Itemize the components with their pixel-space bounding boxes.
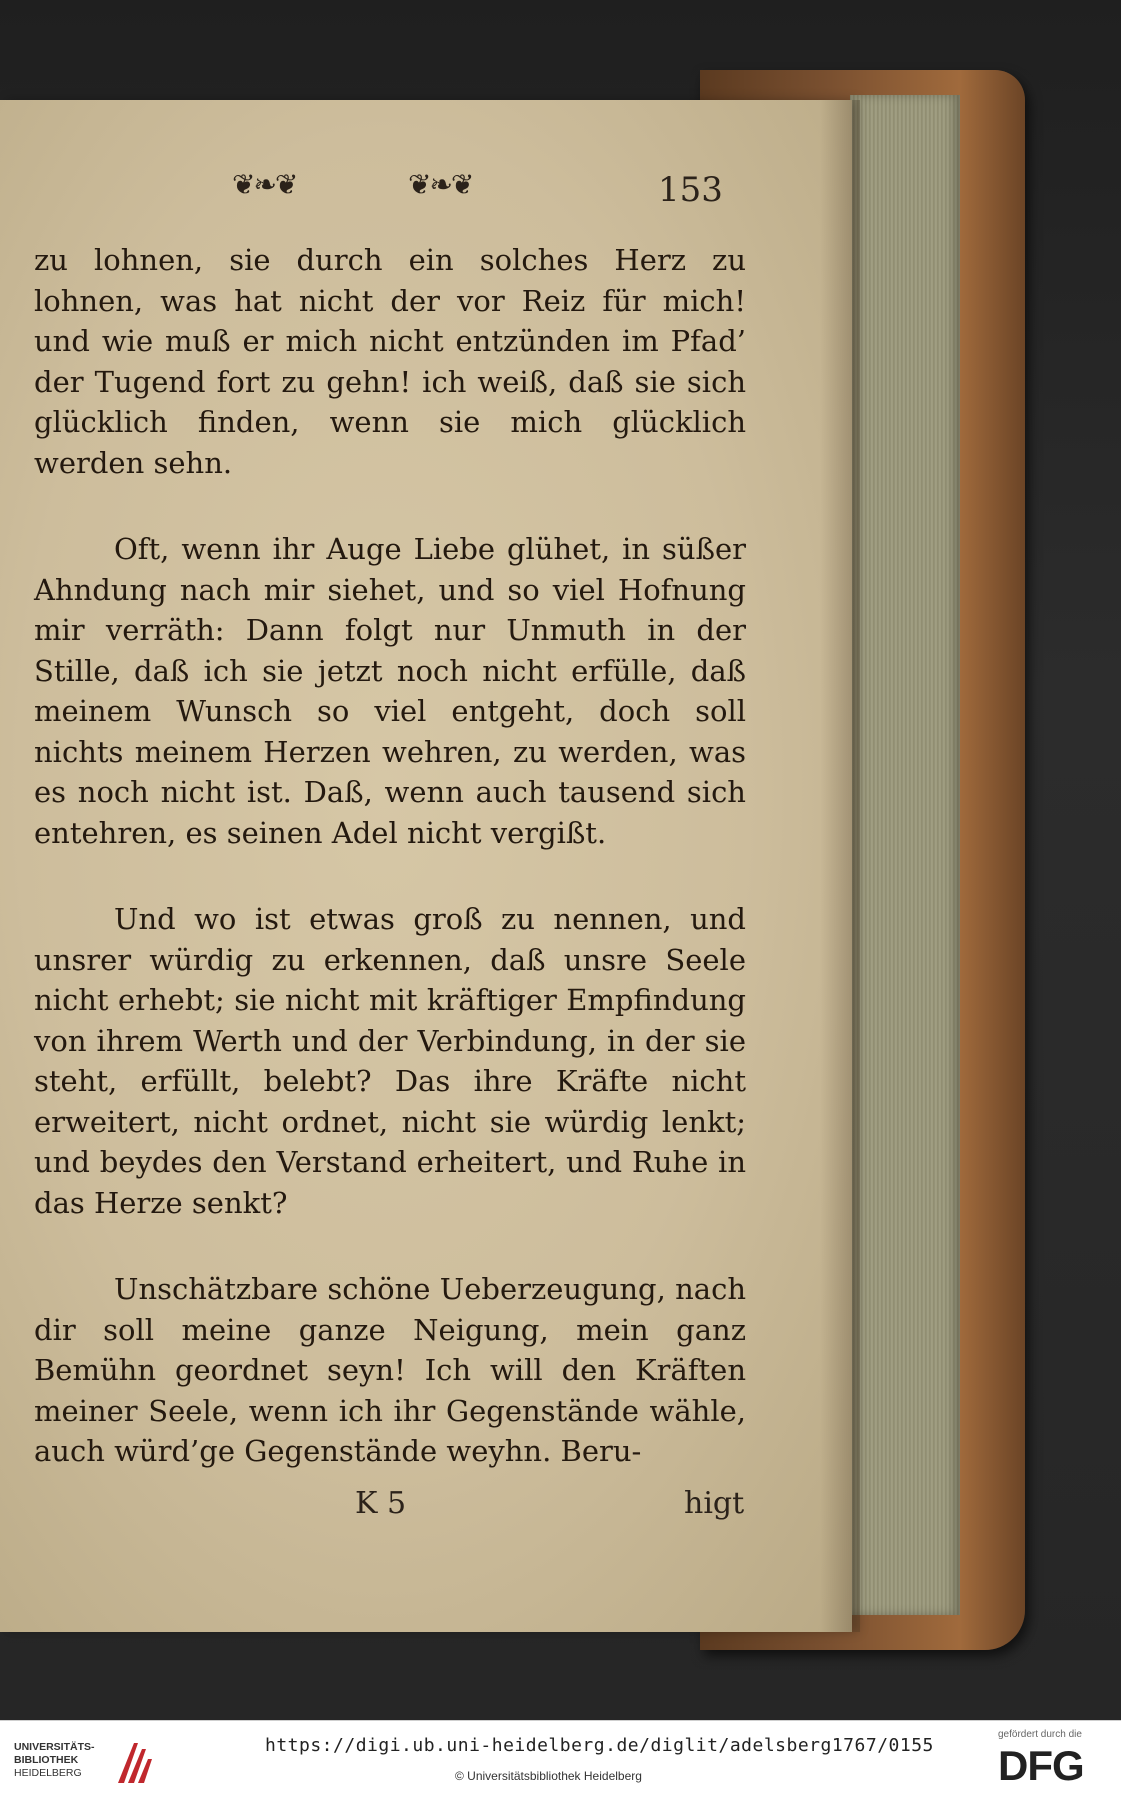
page-number: 153	[658, 170, 723, 210]
library-name	[14, 1741, 95, 1780]
paragraph-3	[34, 899, 746, 1223]
library-line-2: BIBLIOTHEK	[14, 1754, 79, 1766]
library-line-3: HEIDELBERG	[14, 1767, 82, 1779]
permalink-url[interactable]: https://digi.ub.uni-heidelberg.de/diglit/adelsberg1767/0155	[265, 1735, 934, 1756]
ornament-right-icon: ❦❧❦	[408, 168, 473, 201]
library-logo[interactable]	[14, 1733, 164, 1788]
paragraph-4	[34, 1269, 746, 1472]
page-header	[0, 168, 852, 208]
paragraph-3-text: Und wo ist etwas groß zu nennen, und unsrer würdig zu erkennen, daß unsre Seele nicht erhebt; sie nicht mit kräftiger Empfindung von ihrem Werth und der Verbindung, in der sie steht, erfüllt, belebt? Das ihre Kräfte nicht erweitert, nicht ordnet, nicht sie würdig lenkt; und beydes den Verstand erheitert, und Ruhe in das Herze senkt?	[34, 902, 746, 1220]
paragraph-4-text: Unschätzbare schöne Ueberzeugung, nach dir soll meine ganze Neigung, mein ganz Bemühn geordnet seyn! Ich will den Kräften meiner Seele, wenn ich ihr Gegenstände wähle, auch würd’ge Gegenstände weyhn. Beru-	[34, 1272, 746, 1468]
copyright-notice: © Universitätsbibliothek Heidelberg	[455, 1769, 642, 1783]
page-text	[34, 240, 746, 1518]
ornament-left-icon: ❦❧❦	[232, 168, 297, 201]
page-gutter-shadow	[820, 100, 860, 1632]
paragraph-1: zu lohnen, sie durch ein solches Herz zu lohnen, was hat nicht der vor Reiz für mich! und wie muß er mich nicht entzünden im Pfad’ der Tugend fort zu gehn! ich weiß, daß sie sich glücklich finden, wenn sie mich glücklich werden sehn.	[34, 243, 746, 480]
paragraph-2	[34, 529, 746, 853]
viewer-footer	[0, 1720, 1121, 1800]
dfg-logo-icon: DFG	[998, 1742, 1084, 1789]
signature-mark: K 5	[355, 1486, 407, 1521]
library-line-1: UNIVERSITÄTS-	[14, 1741, 95, 1753]
page-edges	[850, 95, 960, 1615]
funding-logo[interactable]	[998, 1729, 1108, 1793]
paragraph-2-text: Oft, wenn ihr Auge Liebe glühet, in süßer Ahndung nach mir siehet, und so viel Hofnung mir verräth: Dann folgt nur Unmuth in der Stille, daß ich sie jetzt noch nicht erfülle, daß meinem Wunsch so viel entgeht, doch soll nichts meinem Herzen wehren, zu werden, was es noch nicht ist. Daß, wenn auch tausend sich entehren, es seinen Adel nicht vergißt.	[34, 532, 746, 850]
library-emblem-icon	[114, 1739, 154, 1787]
funding-caption: gefördert durch die	[998, 1729, 1082, 1740]
catchword: higt	[684, 1486, 745, 1521]
